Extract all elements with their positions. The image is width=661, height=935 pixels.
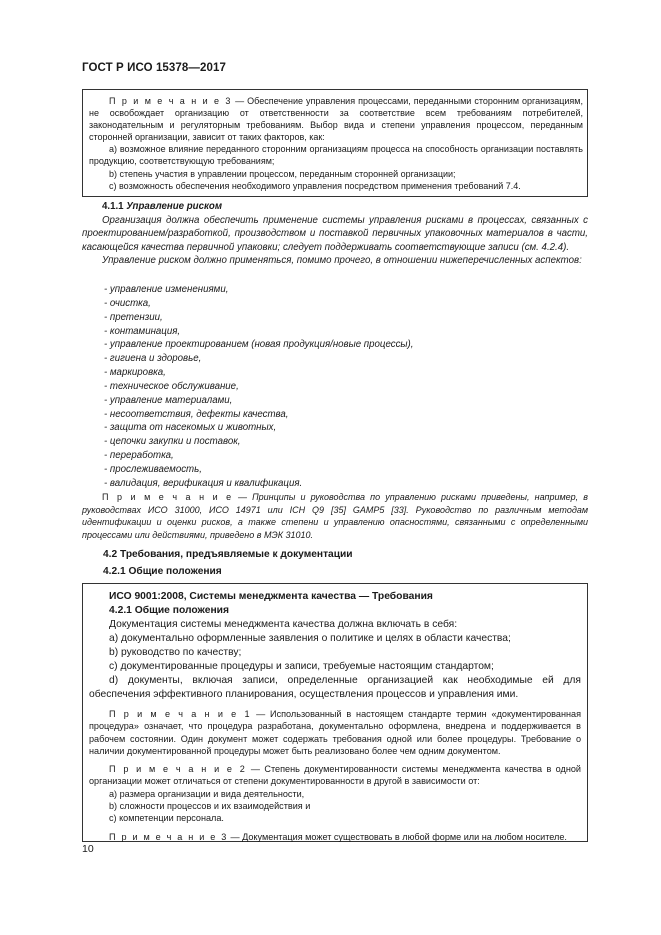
iso-note-2-item-a: a) размера организации и вида деятельности, bbox=[109, 788, 305, 799]
iso-note-3-lead: П р и м е ч а н и е 3 bbox=[109, 831, 228, 842]
note-text: — Обеспечение управления процессами, переданными сторонним организациям, не освобождает организацию от ответственности за соответствие всем требованиям потребителей, законодательным и регуляторным требованиям. Выбор вида и степени управления процессом, переданным сторонней организации, зависит от таких факторов, как: bbox=[89, 96, 583, 143]
risk-heading bbox=[82, 200, 588, 214]
list-item: - техническое обслуживание, bbox=[104, 380, 239, 392]
risk-heading-number: 4.1.1 bbox=[102, 201, 124, 212]
note-item-b: b) степень участия в управлении процессом, переданным сторонней организации; bbox=[109, 168, 456, 179]
list-item: - цепочки закупки и поставок, bbox=[104, 436, 241, 448]
iso-note-2-text: — Степень документированности системы менеджмента качества в одной организации может отличаться от степени документированности в другой в зависимости от: bbox=[89, 764, 581, 787]
iso-box-intro: Документация системы менеджмента качества должна включать в себя: bbox=[109, 619, 458, 630]
iso-item-b: b) руководство по качеству; bbox=[109, 647, 242, 658]
iso-note-2-item-b: b) сложности процессов и их взаимодействия и bbox=[109, 801, 311, 812]
iso-quote-box bbox=[82, 583, 588, 842]
list-item: - несоответствия, дефекты качества, bbox=[104, 408, 289, 420]
risk-note-text: — Принципы и руководства по управлению рисками приведены, например, в руководствах ИСО 31000, ИСО 14971 или ICH Q9 [35] GAMP5 [33]. Руководство по различным методам идентификации и оценки рисков, а также степени и управлению опасностями, связанными с определенными процессами или действиями, приведено в МЭК 31010. bbox=[82, 492, 588, 540]
note-box bbox=[82, 89, 588, 197]
iso-item-d: d) документы, включая записи, определенные организацией как необходимые ей для обеспечения эффективного планирования, осуществления процессов и управления ими. bbox=[89, 675, 581, 700]
note-item-c: c) возможность обеспечения необходимого управления посредством применения требований 7.4. bbox=[109, 180, 521, 191]
iso-note-2-item-c: c) компетенции персонала. bbox=[109, 813, 224, 824]
risk-paragraph-1: Организация должна обеспечить применение системы управления рисками в процессах, связанных с проектированием/разработкой, производством и поставкой первичных упаковочных материалов в части, касающейся качества первичной упаковки; следует поддерживать соответствующие записи (см. 4.2.4). bbox=[82, 214, 588, 253]
iso-note-2 bbox=[89, 763, 581, 788]
risk-aspects-list bbox=[104, 283, 413, 491]
note-item-a: a) возможное влияние переданного сторонним организациям процесса на способность организации поставлять продукцию, соответствующую требованиям; bbox=[89, 144, 583, 167]
list-item: - управление проектированием (новая продукция/новые процессы), bbox=[104, 339, 414, 351]
iso-note-3 bbox=[89, 831, 581, 843]
risk-section bbox=[82, 200, 588, 268]
risk-heading-title: Управление риском bbox=[123, 201, 222, 212]
section-heading-4-2-1: 4.2.1 Общие положения bbox=[103, 566, 222, 577]
list-item: - претензии, bbox=[104, 311, 163, 323]
list-item: - валидация, верификация и квалификация. bbox=[104, 477, 303, 489]
list-item: - прослеживаемость, bbox=[104, 463, 202, 475]
list-item: - управление изменениями, bbox=[104, 284, 229, 295]
iso-item-a: a) документально оформленные заявления о политике и целях в области качества; bbox=[109, 633, 511, 644]
iso-box-subtitle: 4.2.1 Общие положения bbox=[109, 605, 229, 616]
note-lead: П р и м е ч а н и е 3 bbox=[109, 96, 233, 106]
iso-note-1-text: — Использованный в настоящем стандарте термин «документированная процедура» означает, что процедура разработана, документально оформлена, внедрена и поддерживается в рабочем состоянии. Один документ может содержать требования одной или более процедуры. Требование о наличии документированной процедуры может быть реализовано более чем одним документом. bbox=[89, 709, 581, 756]
page-number: 10 bbox=[82, 843, 94, 855]
risk-paragraph-2: Управление риском должно применяться, помимо прочего, в отношении нижеперечисленных аспектов: bbox=[102, 255, 582, 267]
list-item: - защита от насекомых и животных, bbox=[104, 422, 277, 434]
iso-note-3-text: — Документация может существовать в любой форме или на любом носителе. bbox=[227, 831, 567, 842]
iso-item-c: c) документированные процедуры и записи, требуемые настоящим стандартом; bbox=[109, 661, 494, 672]
list-item: - переработка, bbox=[104, 450, 174, 462]
iso-box-title: ИСО 9001:2008, Системы менеджмента качества — Требования bbox=[109, 591, 433, 602]
iso-note-1-lead: П р и м е ч а н и е 1 bbox=[109, 709, 252, 719]
risk-note-lead: П р и м е ч а н и е bbox=[102, 492, 233, 502]
risk-note-paragraph bbox=[82, 491, 588, 541]
document-header: ГОСТ Р ИСО 15378—2017 bbox=[82, 62, 227, 74]
iso-note-1 bbox=[89, 708, 581, 757]
iso-note-2-lead: П р и м е ч а н и е 2 bbox=[109, 764, 247, 775]
section-heading-4-2: 4.2 Требования, предъявляемые к документации bbox=[103, 549, 353, 560]
note-paragraph bbox=[89, 95, 583, 143]
list-item: - очистка, bbox=[104, 297, 151, 309]
list-item: - гигиена и здоровье, bbox=[104, 353, 202, 365]
list-item: - контаминация, bbox=[104, 325, 181, 337]
list-item: - маркировка, bbox=[104, 367, 166, 379]
risk-note bbox=[82, 491, 588, 541]
list-item: - управление материалами, bbox=[104, 394, 233, 406]
